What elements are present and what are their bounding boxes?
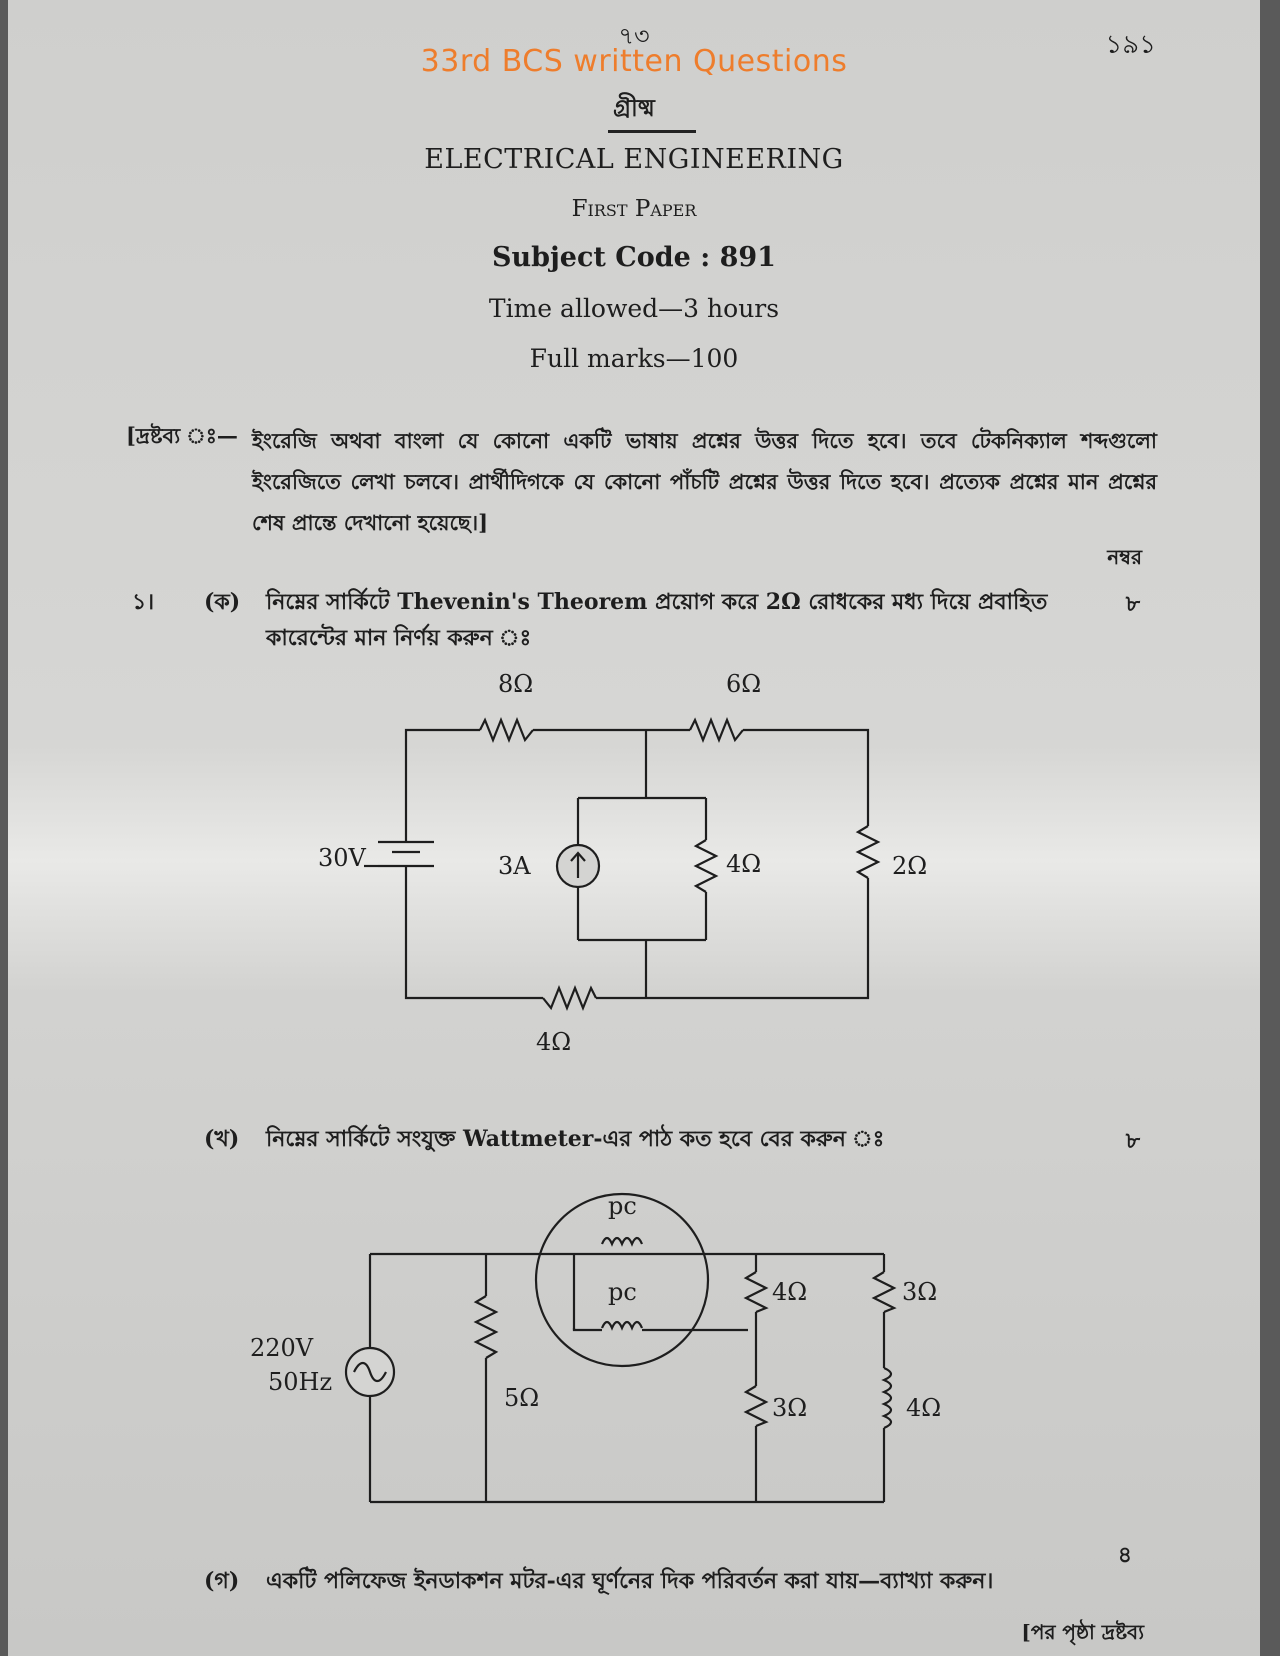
exam-page (8, 0, 1260, 1656)
label-220v: 220V (250, 1334, 314, 1362)
label-3ohm-bottom: 3Ω (772, 1394, 808, 1422)
full-marks: Full marks—100 (529, 344, 739, 373)
label-pc-bottom: pc (608, 1278, 637, 1306)
resistor-3ohm-top (874, 1272, 894, 1312)
label-30v: 30V (318, 844, 366, 872)
page-number-top: ৭৩ (618, 22, 650, 50)
label-inductor: 4Ω (906, 1394, 942, 1422)
part-a-marks: ৮ (1125, 591, 1140, 617)
label-4ohm-bottom: 4Ω (536, 1028, 572, 1056)
season-heading: গ্রীষ্ম (613, 93, 655, 122)
resistor-2ohm (858, 826, 878, 878)
part-a-text: নিম্নের সার্কিটে Thevenin's Theorem প্রয়োগ করে 2Ω রোধকের মধ্য দিয়ে প্রবাহিত কারেন্টের মান নির্ণয় করুন ঃ (266, 589, 1048, 651)
wattmeter-circuit-diagram (346, 1194, 894, 1502)
instruction-label: [দ্রষ্টব্য ঃ— (126, 423, 238, 448)
label-pc-top: pc (608, 1192, 637, 1220)
label-5ohm: 5Ω (504, 1384, 540, 1412)
label-3a: 3A (498, 852, 531, 880)
part-b-marks: ৮ (1125, 1128, 1140, 1154)
resistor-4ohm-top (746, 1272, 766, 1312)
part-a-label: (ক) (204, 589, 241, 615)
label-50hz: 50Hz (268, 1368, 333, 1396)
resistor-4ohm-bottom (543, 988, 596, 1008)
question-number: ১। (132, 589, 155, 615)
pressure-coil-bottom (602, 1322, 642, 1328)
part-c-marks: ৪ (1117, 1542, 1132, 1568)
marks-column-heading: নম্বর (1107, 545, 1142, 569)
resistor-8ohm (480, 720, 533, 740)
continued-note: [পর পৃষ্ঠা দ্রষ্টব্য (1021, 1620, 1144, 1644)
label-6ohm: 6Ω (726, 670, 762, 698)
part-b-text: নিম্নের সার্কিটে সংযুক্ত Wattmeter-এর পাঠ কত হবে বের করুন ঃ (266, 1126, 885, 1152)
part-c-label: (গ) (204, 1568, 240, 1594)
watermark: 33rd BCS written Questions (420, 44, 848, 79)
resistor-6ohm (690, 720, 743, 740)
resistor-3ohm-bottom (746, 1386, 766, 1426)
subject-code: Subject Code : 891 (492, 242, 776, 273)
resistor-5ohm (476, 1296, 496, 1358)
inductor-4ohm (884, 1368, 891, 1428)
time-allowed: Time allowed—3 hours (488, 294, 780, 323)
page-number-right: ১৯১ (1105, 30, 1156, 60)
label-2ohm: 2Ω (892, 852, 928, 880)
label-3ohm-top: 3Ω (902, 1278, 938, 1306)
label-4ohm-top: 4Ω (772, 1278, 808, 1306)
part-c-text: একটি পলিফেজ ইনডাকশন মটর-এর ঘূর্ণনের দিক পরিবর্তন করা যায়—ব্যাখ্যা করুন। (266, 1568, 994, 1594)
resistor-4ohm-middle (696, 840, 716, 892)
instruction-text: ইংরেজি অথবা বাংলা যে কোনো একটি ভাষায় প্রশ্নের উত্তর দিতে হবে। তবে টেকনিক্যাল শব্দগুলো ইংরেজিতে লেখা চলবে। প্রার্থীদিগকে যে কোনো পাঁচটি প্রশ্নের উত্তর দিতে হবে। প্রত্যেক প্রশ্নের মান প্রশ্নের শেষ প্রান্তে দেখানো হয়েছে।] (252, 428, 1157, 535)
thevenin-circuit-diagram (8, 0, 1260, 1656)
exam-title: ELECTRICAL ENGINEERING (424, 144, 844, 175)
label-4ohm-middle: 4Ω (726, 850, 762, 878)
pressure-coil-top (602, 1238, 642, 1244)
label-8ohm: 8Ω (498, 670, 534, 698)
paper-name: First Paper (571, 196, 697, 222)
part-b-label: (খ) (204, 1126, 240, 1152)
